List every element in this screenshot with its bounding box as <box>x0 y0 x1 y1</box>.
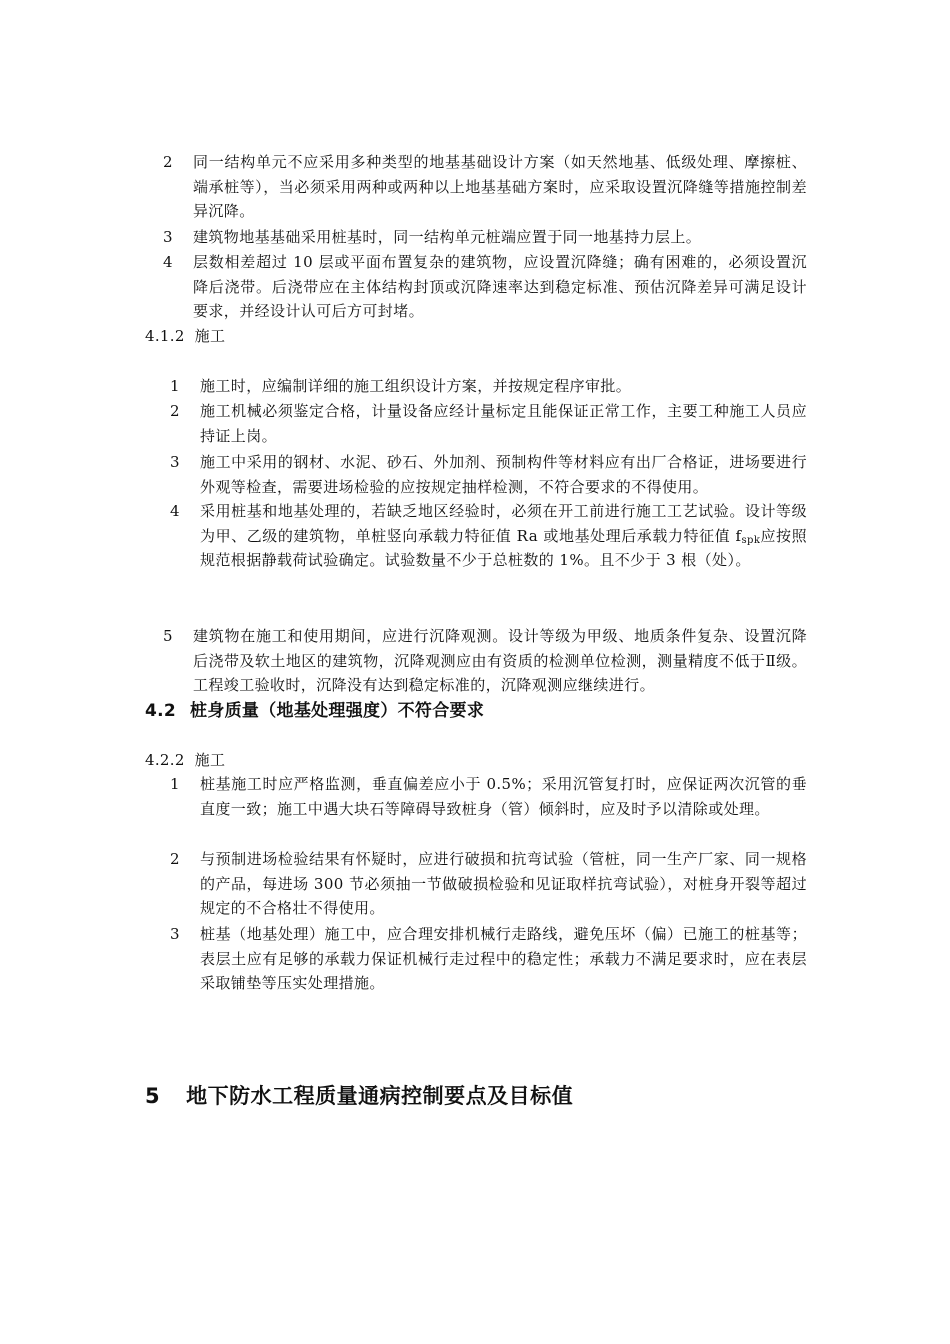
item-number: 4 <box>170 502 180 520</box>
item-number: 4 <box>163 253 173 271</box>
item-number: 2 <box>170 402 180 420</box>
item-text: 层数相差超过 10 层或平面布置复杂的建筑物，应设置沉降缝；确有困难的，必须设置沉降后浇带。后浇带应在主体结构封顶或沉降速率达到稳定标准、预估沉降差异可满足设计要求，并经设计认可后方可封堵。 <box>193 253 807 320</box>
item-text: 桩基施工时应严格监测，垂直偏差应小于 0.5%；采用沉管复打时，应保证两次沉管的垂直度一致；施工中遇大块石等障碍导致桩身（管）倾斜时，应及时予以清除或处理。 <box>200 775 807 818</box>
chapter-heading-5 <box>145 1080 573 1112</box>
list-item <box>170 772 807 821</box>
list-item <box>170 374 807 399</box>
section-title: 桩身质量（地基处理强度）不符合要求 <box>190 701 485 721</box>
item-number: 2 <box>170 850 180 868</box>
item-number: 2 <box>163 153 173 171</box>
subsection-title: 施工 <box>194 327 226 345</box>
item-text: 建筑物地基基础采用桩基时，同一结构单元桩端应置于同一地基持力层上。 <box>193 228 702 246</box>
subsection-heading-412 <box>145 324 225 348</box>
item-text: 与预制进场检验结果有怀疑时，应进行破损和抗弯试验（管桩，同一生产厂家、同一规格的产品，每进场 300 节必须抽一节做破损检验和见证取样抗弯试验），对桩身开裂等超过规定的不合格壮不得使用。 <box>200 850 807 917</box>
item-number: 3 <box>170 925 180 943</box>
list-item <box>170 922 807 996</box>
list-item <box>170 399 807 448</box>
subsection-number: 4.1.2 <box>145 327 185 345</box>
item-text: 同一结构单元不应采用多种类型的地基基础设计方案（如天然地基、低级处理、摩擦桩、端承桩等），当必须采用两种或两种以上地基基础方案时，应采取设置沉降缝等措施控制差异沉降。 <box>193 153 807 220</box>
section-heading-42 <box>145 698 484 724</box>
item-number: 5 <box>163 627 173 645</box>
subsection-heading-422 <box>145 748 225 772</box>
subsection-number: 4.2.2 <box>145 751 185 769</box>
list-item <box>170 450 807 499</box>
list-item <box>163 250 807 324</box>
item-text: 施工时，应编制详细的施工组织设计方案，并按规定程序审批。 <box>200 377 632 395</box>
item-number: 1 <box>170 377 180 395</box>
list-item <box>170 847 807 921</box>
item-number: 1 <box>170 775 180 793</box>
item-text: 施工中采用的钢材、水泥、砂石、外加剂、预制构件等材料应有出厂合格证，进场要进行外观等检查，需要进场检验的应按规定抽样检测，不符合要求的不得使用。 <box>200 453 807 496</box>
section-number: 4.2 <box>145 701 177 721</box>
chapter-title: 地下防水工程质量通病控制要点及目标值 <box>186 1084 574 1108</box>
subsection-title: 施工 <box>194 751 226 769</box>
list-item <box>163 624 807 698</box>
subscript: spk <box>741 534 761 546</box>
list-item <box>170 499 807 573</box>
chapter-number: 5 <box>145 1084 161 1108</box>
list-item <box>163 225 807 250</box>
item-text: 桩基（地基处理）施工中，应合理安排机械行走路线，避免压坏（偏）已施工的桩基等；表层土应有足够的承载力保证机械行走过程中的稳定性；承载力不满足要求时，应在表层采取铺垫等压实处理措施。 <box>200 925 807 992</box>
item-number: 3 <box>170 453 180 471</box>
item-number: 3 <box>163 228 173 246</box>
item-text: 采用桩基和地基处理的，若缺乏地区经验时，必须在开工前进行施工工艺试验。设计等级为甲、乙级的建筑物，单桩竖向承载力特征值 Ra 或地基处理后承载力特征值 $f_{spk}$应按照规范根据静载荷试验确定。试验数量不少于总桩数的 1%。且不少于 3 根（处）。 <box>200 502 807 569</box>
list-item <box>163 150 807 224</box>
item-text: 施工机械必须鉴定合格，计量设备应经计量标定且能保证正常工作，主要工种施工人员应持证上岗。 <box>200 402 807 445</box>
item-text: 建筑物在施工和使用期间，应进行沉降观测。设计等级为甲级、地质条件复杂、设置沉降后浇带及软土地区的建筑物，沉降观测应由有资质的检测单位检测，测量精度不低于Ⅱ级。工程竣工验收时，沉降没有达到稳定标准的，沉降观测应继续进行。 <box>193 627 807 694</box>
